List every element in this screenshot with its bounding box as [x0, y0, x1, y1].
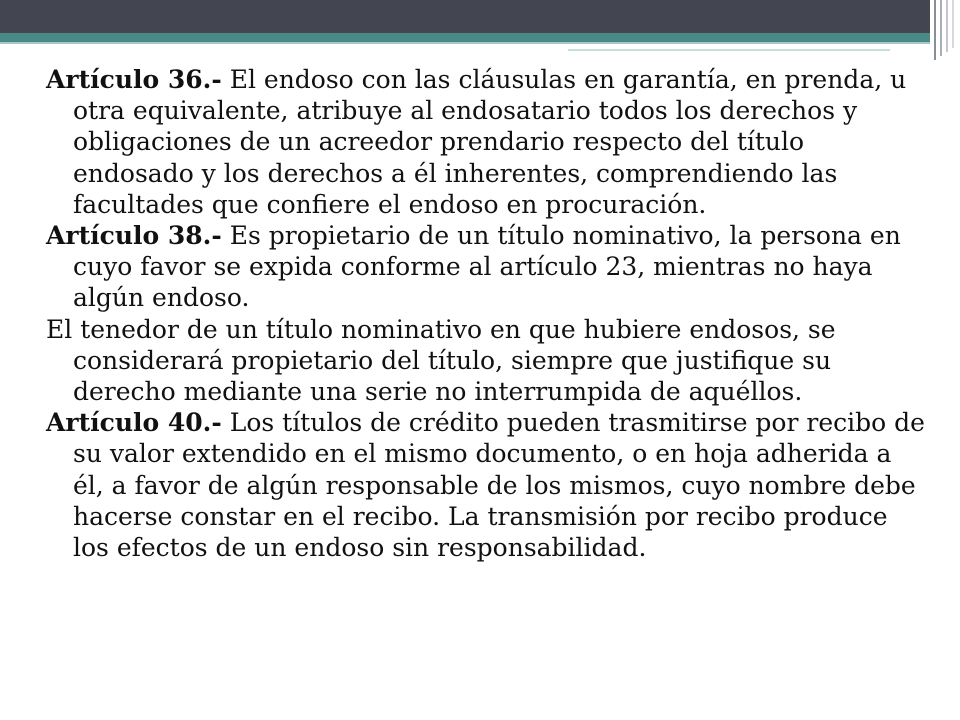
- slide-body: [46, 64, 926, 563]
- article-heading: Artículo 40.-: [46, 408, 222, 438]
- corner-stripe: [934, 0, 936, 60]
- paragraph-articulo-36: [46, 64, 926, 220]
- paragraph-articulo-40: [46, 407, 926, 563]
- slide-header-bar: [0, 0, 960, 33]
- article-heading: Artículo 38.-: [46, 221, 222, 251]
- article-text: El tenedor de un título nominativo en que hubiere endosos, se considerará propietario del título, siempre que justifique su derecho mediante una serie no interrumpida de aquéllos.: [46, 314, 836, 407]
- paragraph-articulo-38: [46, 220, 926, 314]
- paragraph-tenedor: [46, 314, 926, 408]
- article-text: Es propietario de un título nominativo, la persona en cuyo favor se expida conforme al artículo 23, mientras no haya algún endoso.: [73, 221, 901, 313]
- corner-stripe: [940, 0, 942, 56]
- article-text: Los títulos de crédito pueden trasmitirse por recibo de su valor extendido en el mismo documento, o en hoja adherida a él, a favor de algún responsable de los mismos, cuyo nombre debe hacerse constar en el recibo. La transmisión por recibo produce los efectos de un endoso sin responsabilidad.: [73, 408, 925, 563]
- slide-header-accent-line: [568, 49, 890, 51]
- slide-header-accent-band: [0, 33, 930, 42]
- corner-stripe: [946, 0, 948, 52]
- article-text: El endoso con las cláusulas en garantía, en prenda, u otra equivalente, atribuye al endosatario todos los derechos y obligaciones de un acreedor prendario respecto del título endosado y los derechos a él inherentes, comprendiendo las facultades que confiere el endoso en procuración.: [73, 65, 907, 219]
- corner-stripe: [952, 0, 954, 48]
- article-heading: Artículo 36.-: [46, 65, 222, 94]
- slide-corner-decoration: [930, 0, 960, 60]
- slide-header-accent-band-light: [0, 42, 930, 44]
